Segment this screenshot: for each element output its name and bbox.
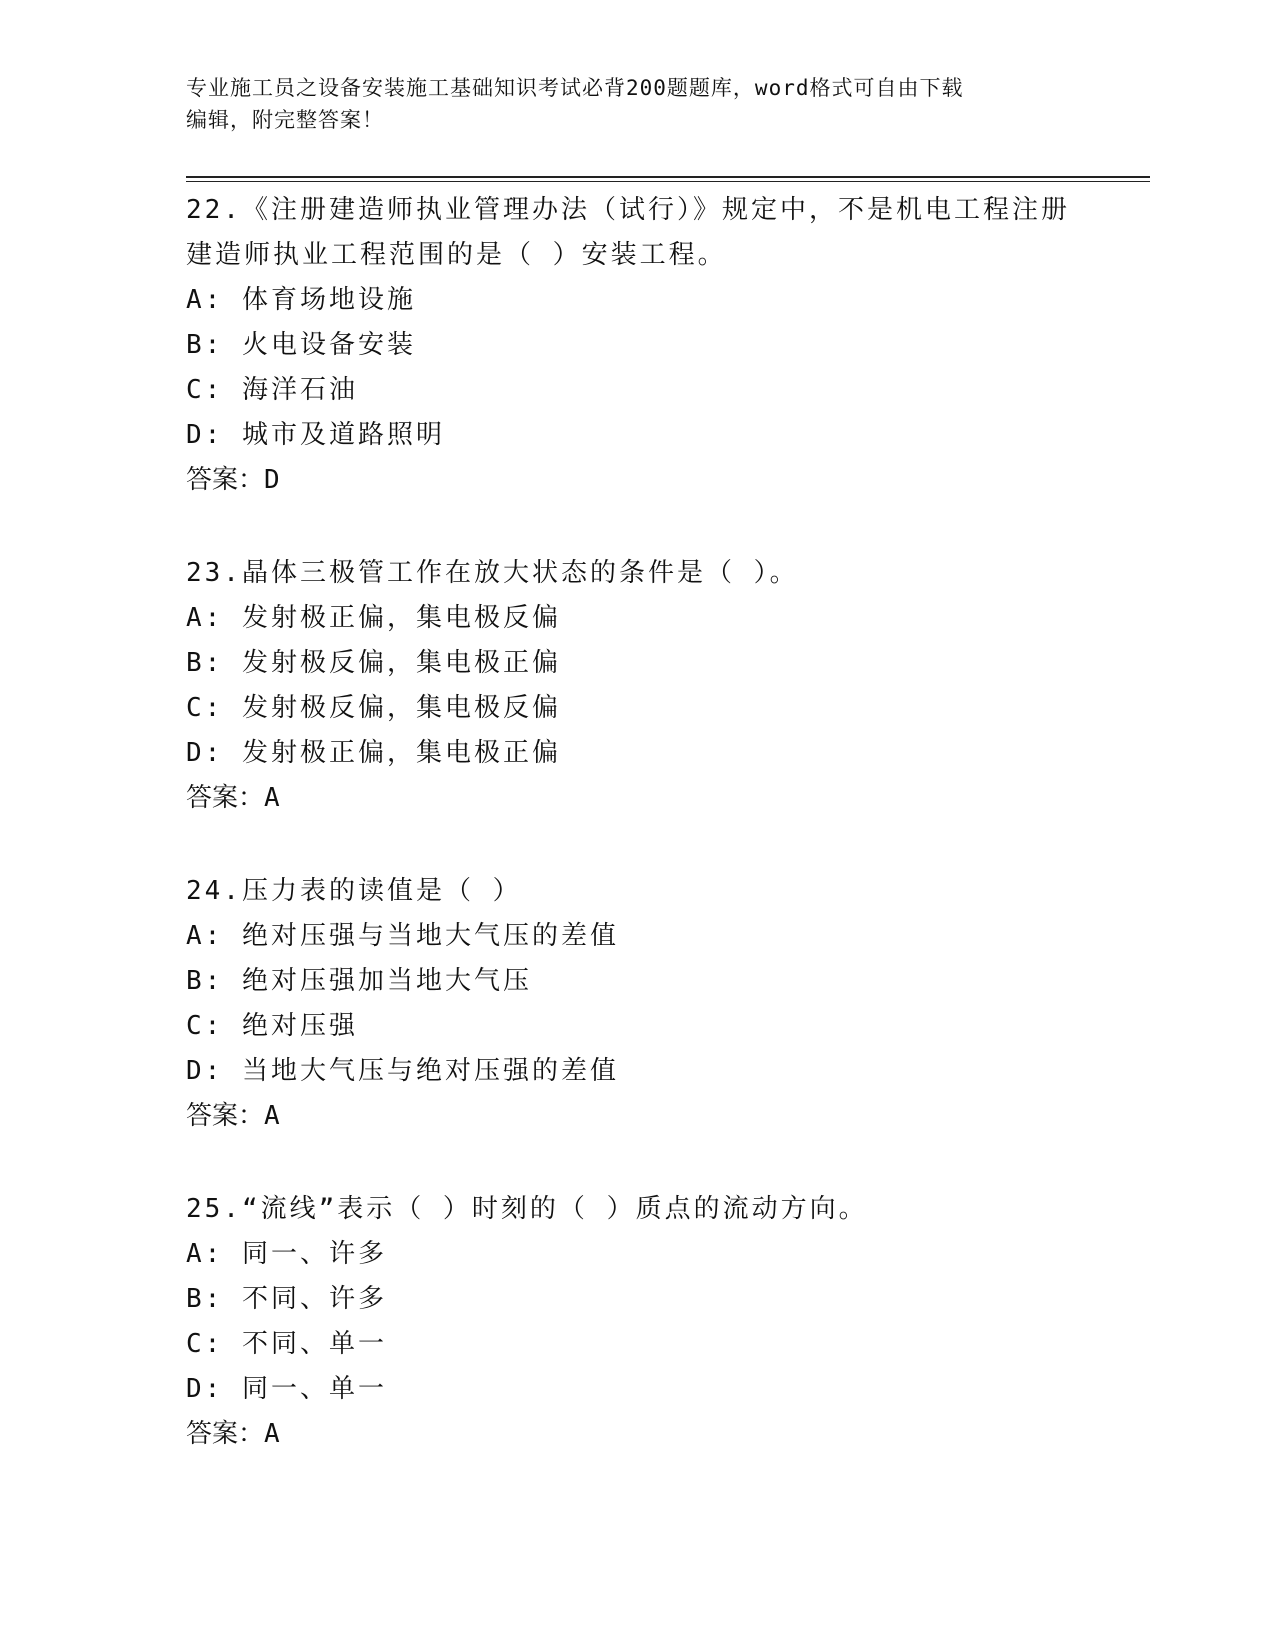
option-b: B: 发射极反偏，集电极正偏 (186, 648, 561, 678)
option-a: A: 绝对压强与当地大气压的差值 (186, 921, 619, 951)
option-a: A: 同一、许多 (186, 1239, 387, 1269)
answer-value: D (264, 465, 280, 495)
answer-line (186, 1412, 1116, 1457)
answer-label: 答案： (186, 465, 265, 495)
header-divider-thin (186, 181, 1150, 182)
question-text-line-1: 23.晶体三极管工作在放大状态的条件是（ ）。 (186, 558, 799, 588)
option-d: D: 当地大气压与绝对压强的差值 (186, 1056, 619, 1086)
question-23 (186, 551, 1116, 821)
option-b: B: 火电设备安装 (186, 330, 416, 360)
question-text-line-2: 建造师执业工程范围的是（ ）安装工程。 (186, 240, 727, 270)
option-c: C: 海洋石油 (186, 375, 358, 405)
answer-label: 答案： (186, 783, 265, 813)
question-text-line-1: 24.压力表的读值是（ ） (186, 876, 522, 906)
option-d: D: 发射极正偏，集电极正偏 (186, 738, 561, 768)
question-list (186, 188, 1116, 1505)
option-a: A: 发射极正偏，集电极反偏 (186, 603, 561, 633)
answer-value: A (264, 783, 280, 813)
option-b: B: 绝对压强加当地大气压 (186, 966, 532, 996)
question-text-line-1: 25.“流线”表示（ ）时刻的（ ）质点的流动方向。 (186, 1194, 868, 1224)
question-24 (186, 869, 1116, 1139)
header-line-1: 专业施工员之设备安装施工基础知识考试必背200题题库，word格式可自由下载 (186, 76, 964, 100)
question-text-line-1: 22.《注册建造师执业管理办法（试行）》规定中，不是机电工程注册 (186, 195, 1070, 225)
option-c: C: 发射极反偏，集电极反偏 (186, 693, 561, 723)
option-c: C: 不同、单一 (186, 1329, 387, 1359)
option-a: A: 体育场地设施 (186, 285, 416, 315)
document-header (186, 72, 1086, 136)
answer-line (186, 776, 1116, 821)
answer-value: A (264, 1419, 280, 1449)
option-b: B: 不同、许多 (186, 1284, 387, 1314)
answer-label: 答案： (186, 1419, 265, 1449)
question-22 (186, 188, 1116, 503)
answer-label: 答案： (186, 1101, 265, 1131)
header-divider-thick (186, 176, 1150, 178)
option-d: D: 同一、单一 (186, 1374, 387, 1404)
question-25 (186, 1187, 1116, 1457)
answer-value: A (264, 1101, 280, 1131)
option-d: D: 城市及道路照明 (186, 420, 445, 450)
answer-line (186, 458, 1116, 503)
option-c: C: 绝对压强 (186, 1011, 358, 1041)
header-line-2: 编辑，附完整答案！ (186, 108, 384, 132)
answer-line (186, 1094, 1116, 1139)
